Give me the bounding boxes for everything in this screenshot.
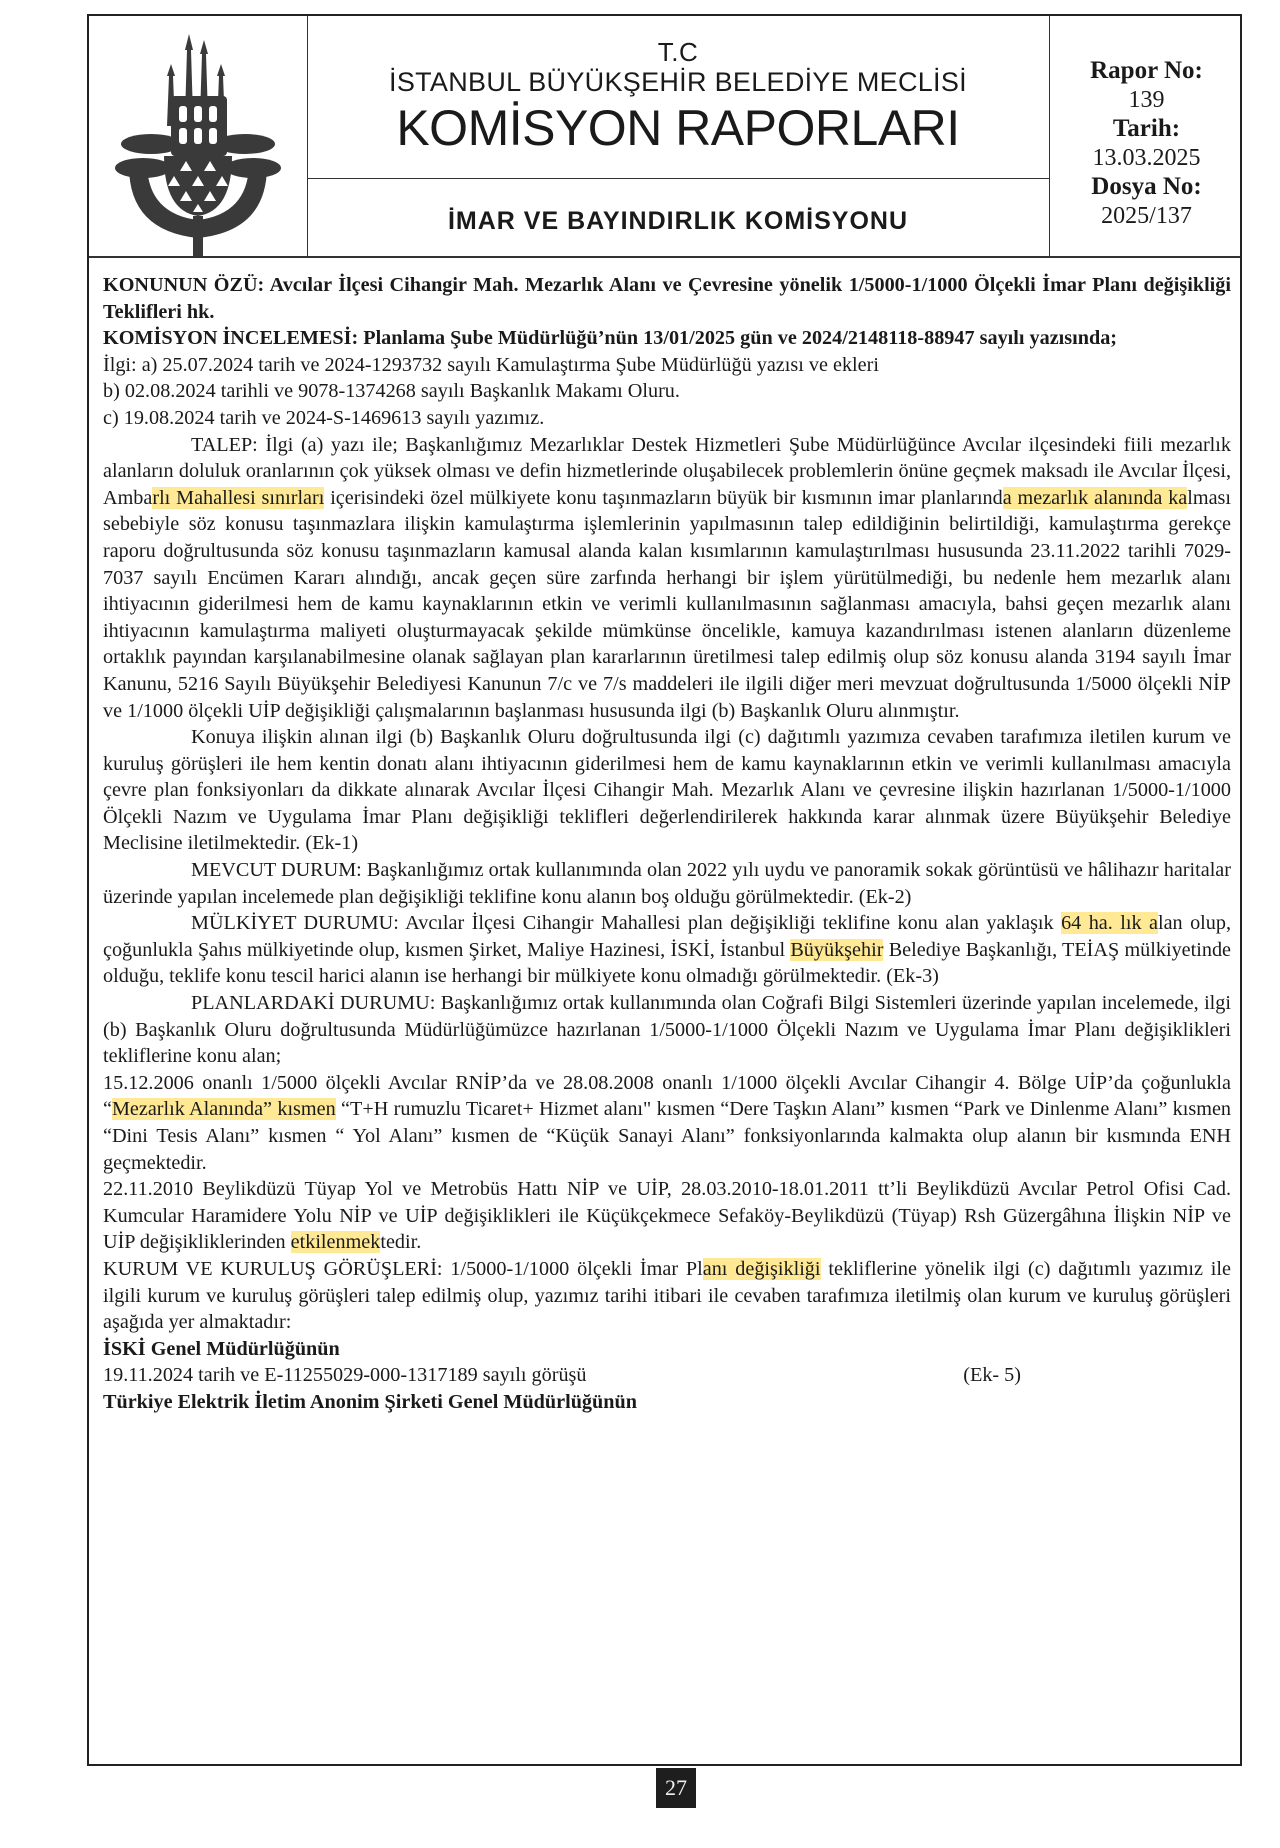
talep-paragraph [103, 432, 1231, 725]
iski-opinion-row [103, 1362, 1231, 1389]
logo-cell [89, 16, 308, 256]
file-no: 2025/137 [1101, 203, 1192, 229]
date-label: Tarih: [1112, 115, 1181, 142]
report-no: 139 [1128, 87, 1165, 113]
highlight: rlı Mahallesi sınırları [152, 486, 325, 509]
kurum-paragraph [103, 1256, 1231, 1336]
reference-a: İlgi: a) 25.07.2024 tarih ve 2024-1293732 sayılı Kamulaştırma Şube Müdürlüğü yazısı ve ekleri [103, 353, 879, 376]
report-meta [1049, 16, 1244, 256]
text-run: içerisindeki özel mülkiyete konu taşınmazların büyük bir kısmının imar planlarınd [324, 486, 1003, 509]
report-page [87, 14, 1242, 1766]
text-run: tedir. [380, 1231, 422, 1254]
text-run: lması sebebiyle söz konusu taşınmazlara ilişkin kamulaştırma işlemlerinin yapılmasının talep edildiğinin belirtildiği, kamulaştırma gerekçe raporu doğrultusunda söz konusu taşınmazların kamusal alanda kalan kısımlarının kamulaştırılması hususunda 23.11.2022 tarihli 7029-7037 sayılı Encümen Kararı alındığı, ancak geçen süre zarfında herhangi bir işlem yürütülmediği, bu nedenle hem mezarlık alanı ihtiyacının giderilmesi hem de kamu kaynaklarının etkin ve verimli kullanılmasının sağlanması amacıyla, bahsi geçen mezarlık alanı ihtiyacının kamulaştırma maliyeti oluşturmayacak şekilde mümkünse öncelikle, kamuya kazandırılması istenen alanların düzenleme ortaklık payından karşılanabilmesine olanak sağlayan plan kararlarının üretilmesi talep edilmiş olup söz konusu alanda 3194 sayılı İmar Kanunu, 5216 Sayılı Büyükşehir Belediyesi Kanunun 7/c ve 7/s maddeleri ile ilgili diğer meri mevzuat doğrultusunda 1/5000 ölçekli NİP ve 1/1000 ölçekli UİP değişikliği çalışmalarının başlanması hususunda ilgi (b) Başkanlık Oluru alınmıştır. [103, 486, 1232, 722]
text-run: TALEP: İlgi (a) yazı ile; Başkanlığımız Mezarlıklar Destek Hizmetleri Şube Müdürlüğünce Avcılar ilçesindeki fiili mezarlık alanların doluluk oranlarının çok yüksek olması ve defin hizmetlerinde oluşabilecek problemlerin önüne geçmek maksadı ile Avcılar İlçesi, Amba [103, 433, 1231, 509]
subject-text: Avcılar İlçesi Cihangir Mah. Mezarlık Alanı ve Çevresine yönelik 1/5000-1/1000 Ölçekli İmar Planı değişikliği Teklifleri hk. [103, 274, 1231, 323]
document-title: KOMİSYON RAPORLARI [396, 100, 960, 156]
report-body [103, 272, 1231, 1416]
review-text: Planlama Şube Müdürlüğü’nün 13/01/2025 gün ve 2024/2148118-88947 sayılı yazısında; [358, 327, 1118, 350]
highlight: Mezarlık Alanında” kısmen [111, 1098, 336, 1121]
plans-paragraph [103, 1070, 1231, 1176]
text-run: lan olup, çoğunlukla Şahıs mülkiyetinde olup, kısmen Şirket, Maliye Hazinesi, İSKİ, İstanbul [103, 912, 1232, 961]
commission-name: İMAR VE BAYINDIRLIK KOMİSYONU [447, 207, 909, 235]
text-run: KURUM VE KURULUŞ GÖRÜŞLERİ: 1/5000-1/1000 ölçekli İmar Pl [103, 1257, 703, 1280]
subject-label: KONUNUN ÖZÜ: [103, 274, 265, 296]
konuya-paragraph: Konuya ilişkin alınan ilgi (b) Başkanlık Oluru doğrultusunda ilgi (c) dağıtımlı yazımıza cevaben tarafımıza iletilen kurum ve kuruluş görüşleri ile hem kentin donatı alanı ihtiyacının giderilmesi hem de kamu kaynaklarının etkin ve verimli kullanılması amacıyla çevre plan fonksiyonları da dikkate alınarak Avcılar İlçesi Cihangir Mah. Mezarlık Alanı ve çevresine ilişkin hazırlanan 1/5000-1/1000 Ölçekli Nazım ve Uygulama İmar Planı değişikliği teklifleri değerlendirilerek hakkında karar alınmak üzere Büyükşehir Belediye Meclisine iletilmektedir. (Ek-1) [103, 726, 1231, 855]
reference-c: c) 19.08.2024 tarih ve 2024-S-1469613 sayılı yazımız. [103, 406, 545, 429]
planlardaki-paragraph: PLANLARDAKİ DURUMU: Başkanlığımız ortak kullanımında olan Coğrafi Bilgi Sistemleri üzerinde yapılan incelemede, ilgi (b) Başkanlık Oluru doğrultusunda Müdürlüğümüzce hazırlanan 1/5000-1/1000 Ölçekli Nazım ve Uygulama İmar Planı değişiklikleri tekliflerine konu alan; [103, 992, 1231, 1068]
text-run: 15.12.2006 onanlı 1/5000 ölçekli Avcılar RNİP’da ve 28.08.2008 onanlı 1/1000 ölçekli Avcılar Cihangir 4. Bölge UİP’da çoğunlukla “ [103, 1071, 1231, 1121]
iski-heading: İSKİ Genel Müdürlüğünün [103, 1337, 340, 1360]
beylikduzu-paragraph [103, 1176, 1231, 1256]
text-run: tekliflerine yönelik ilgi (c) dağıtımlı yazımız ile ilgili kurum ve kuruluş görüşleri talep edilmiş olup, yazımız tarihi itibari ile cevaben tarafımıza iletilmiş olan kurum ve kuruluş görüşleri aşağıda yer almaktadır: [103, 1257, 1231, 1334]
file-no-label: Dosya No: [1091, 173, 1202, 200]
council-name: İSTANBUL BÜYÜKŞEHİR BELEDİYE MECLİSİ [389, 67, 967, 97]
highlight: anı değişikliği [702, 1257, 821, 1280]
mulkiyet-paragraph [103, 910, 1231, 990]
report-header [89, 16, 1240, 258]
reference-b: b) 02.08.2024 tarihli ve 9078-1374268 sayılı Başkanlık Makamı Oluru. [103, 380, 680, 403]
review-label: KOMİSYON İNCELEMESİ: [103, 327, 359, 350]
report-date: 13.03.2025 [1092, 145, 1201, 171]
text-run: 22.11.2010 Beylikdüzü Tüyap Yol ve Metrobüs Hattı NİP ve UİP, 28.03.2010-18.01.2011 tt’li Beylikdüzü Avcılar Petrol Ofisi Cad. Kumcular Haramidere Yolu NİP ve UİP değişiklikleri ile Küçükçekmece Sefaköy-Beylikdüzü (Tüyap) Rsh Güzergâhına İlişkin NİP ve UİP değişikliklerinden [103, 1178, 1231, 1254]
text-run: MÜLKİYET DURUMU: Avcılar İlçesi Cihangir Mahallesi plan değişikliği teklifine konu alan yaklaşık [191, 912, 1062, 935]
text-run: Belediye Başkanlığı, TEİAŞ mülkiyetinde olduğu, teklife konu tescil harici alanın ise herhangi bir mülkiyete konu olmadığı görülmektedir. (Ek-3) [103, 938, 1231, 988]
page-number: 27 [656, 1768, 696, 1808]
highlight: etkilenmek [290, 1231, 381, 1254]
teias-heading: Türkiye Elektrik İletim Anonim Şirketi Genel Müdürlüğünün [103, 1390, 637, 1413]
report-no-label: Rapor No: [1090, 57, 1203, 84]
highlight: a mezarlık alanında ka [1002, 486, 1188, 509]
text-run: “T+H rumuzlu Ticaret+ Hizmet alanı" kısmen “Dere Taşkın Alanı” kısmen “Park ve Dinlenme Alanı” kısmen “Dini Tesis Alanı” kısmen “ Yol Alanı” kısmen de “Küçük Sanayi Alanı” fonksiyonlarında kalmakta olup alanın bir kısmında ENH geçmektedir. [103, 1098, 1231, 1174]
iski-opinion: 19.11.2024 tarih ve E-11255029-000-1317189 sayılı görüşü [103, 1364, 587, 1387]
mevcut-durum-paragraph: MEVCUT DURUM: Başkanlığımız ortak kullanımında olan 2022 yılı uydu ve panoramik sokak görüntüsü ve hâlihazır haritalar üzerinde yapılan incelemede plan değişikliği teklifine konu alanın boş olduğu görülmektedir. (Ek-2) [103, 859, 1231, 908]
review-paragraph [103, 325, 1231, 352]
highlight: 64 ha. lık a [1061, 912, 1158, 935]
title-cell [307, 16, 1050, 256]
subject-paragraph [103, 272, 1231, 325]
country-label: T.C [657, 37, 699, 67]
ibb-logo-icon [89, 16, 307, 256]
iski-annex: (Ek- 5) [963, 1364, 1021, 1387]
highlight: Büyükşehir [790, 938, 884, 961]
